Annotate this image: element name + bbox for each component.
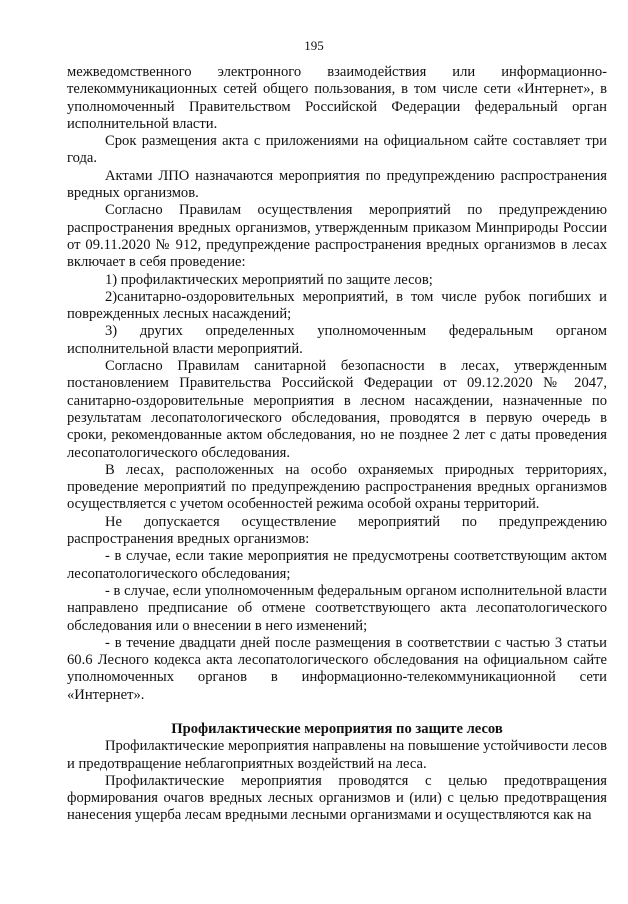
page-number: 195 bbox=[304, 38, 324, 53]
paragraph: В лесах, расположенных на особо охраняемых природных территориях, проведение мероприятий по предупреждению распространения вредных организмов осуществляется с учетом особенностей режима особой охраны территорий. bbox=[67, 461, 607, 513]
paragraph: Согласно Правилам осуществления мероприятий по предупреждению распространения вредных организмов, утвержденным приказом Минприроды России от 09.11.2020 № 912, предупреждение распространения вредных организмов в лесах включает в себя проведение: bbox=[67, 202, 607, 271]
paragraph: 3) других определенных уполномоченным федеральным органом исполнительной власти мероприятий. bbox=[67, 323, 607, 357]
paragraph: - в течение двадцати дней после размещения в соответствии с частью 3 статьи 60.6 Лесного кодекса акта лесопатологического обследования на официальном сайте уполномоченных органов в информационно-телекоммуникационной сети «Интернет». bbox=[67, 634, 607, 703]
paragraph: Согласно Правилам санитарной безопасности в лесах, утвержденным постановлением Правительства Российской Федерации от 09.12.2020 № 2047, санитарно-оздоровительные мероприятия в лесном насаждении, назначенные по результатам лесопатологического обследования, проводятся в первую очередь в сроки, рекомендованные актом обследования, но не позднее 2 лет с даты проведения лесопатологического обследования. bbox=[67, 358, 607, 461]
paragraphs-after-heading bbox=[67, 738, 607, 824]
section-heading: Профилактические мероприятия по защите лесов bbox=[171, 720, 503, 737]
paragraph: 2)санитарно-оздоровительных мероприятий, в том числе рубок погибших и поврежденных лесных насаждений; bbox=[67, 288, 607, 323]
paragraphs-before-heading bbox=[67, 64, 607, 704]
paragraph: межведомственного электронного взаимодействия или информационно-телекоммуникационных сетей общего пользования, в том числе сети «Интернет», в уполномоченный Правительством Российской Федерации федеральный орган исполнительной власти. bbox=[67, 64, 607, 132]
paragraph: Актами ЛПО назначаются мероприятия по предупреждению распространения вредных организмов. bbox=[67, 167, 607, 202]
document-body bbox=[67, 64, 607, 825]
paragraph: 1) профилактических мероприятий по защите лесов; bbox=[105, 271, 433, 288]
paragraph: Срок размещения акта с приложениями на официальном сайте составляет три года. bbox=[67, 133, 607, 167]
paragraph: - в случае, если такие мероприятия не предусмотрены соответствующим актом лесопатологического обследования; bbox=[67, 548, 607, 582]
paragraph: Не допускается осуществление мероприятий по предупреждению распространения вредных организмов: bbox=[67, 513, 607, 548]
paragraph: Профилактические мероприятия направлены на повышение устойчивости лесов и предотвращение неблагоприятных воздействий на леса. bbox=[67, 738, 607, 772]
paragraph: - в случае, если уполномоченным федеральным органом исполнительной власти направлено предписание об отмене соответствующего акта лесопатологического обследования или о внесении в него изменений; bbox=[67, 582, 607, 634]
paragraph: Профилактические мероприятия проводятся с целью предотвращения формирования очагов вредных лесных организмов и (или) с целью предотвращения нанесения ущерба лесам вредными лесными организмами и осуществляются как на bbox=[67, 772, 607, 824]
